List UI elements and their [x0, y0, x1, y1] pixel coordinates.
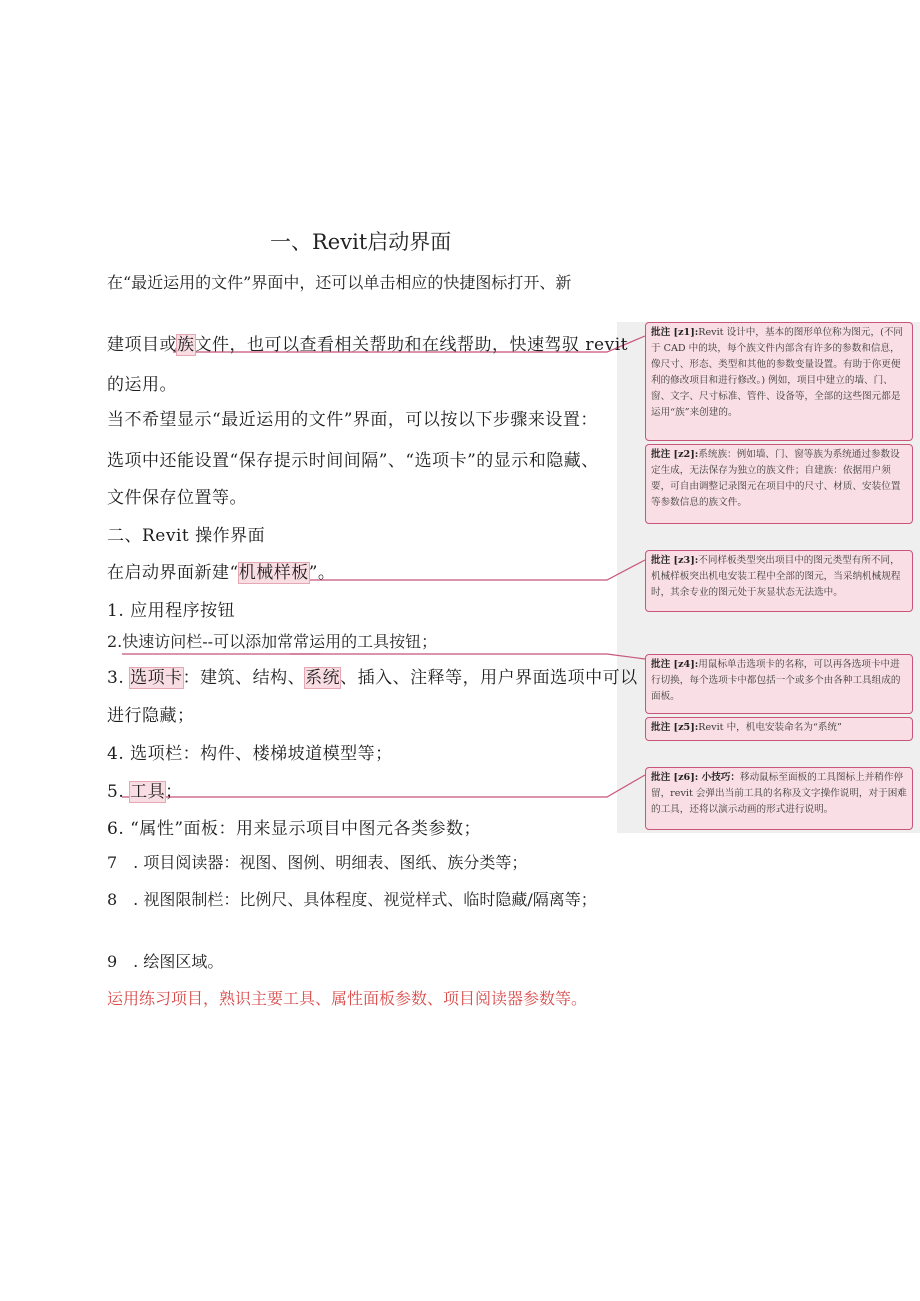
comment-z1: 批注 [z1]:Revit 设计中，基本的图形单位称为图元，(不同于 CAD 中的块，每个族文件内部含有许多的参数和信息，像尺寸、形态、类型和其他的参数变量设置。有助于你更便利的修改项目和进行修改。) 例如，项目中建立的墙、门、窗、文字、尺寸标准、管件、设备等，全部的这些图元都是运用“族”来创建的。 [645, 322, 913, 441]
text-line-usage: 的运用。 [107, 375, 177, 395]
list-item-options-bar: 4. 选项栏：构件、楼梯坡道模型等； [107, 744, 393, 764]
text-line-options: 选项中还能设置“保存提示时间间隔”、“选项卡”的显示和隐藏、 [107, 451, 599, 471]
highlight-system: 系统 [305, 668, 341, 688]
list-item-tabs: 3. 选项卡：建筑、结构、系统、插入、注释等，用户界面选项中可以 [107, 668, 638, 688]
list-item-app-button: 1. 应用程序按钮 [107, 601, 236, 621]
list-item-quick-access: 2.快速访问栏--可以添加常常运用的工具按钮； [107, 632, 438, 651]
text-line-new-template: 在启动界面新建“机械样板”。 [107, 563, 336, 583]
highlight-tabs: 选项卡 [130, 668, 183, 688]
comment-z3: 批注 [z3]:不同样板类型突出项目中的图元类型有所不同，机械样板突出机电安装工程中全部的图元，当采纳机械规程时，其余专业的图元处于灰显状态无法选中。 [645, 550, 913, 612]
text-line-save-location: 文件保存位置等。 [107, 488, 247, 508]
highlight-mechanical-template: 机械样板 [238, 563, 309, 583]
comment-z2: 批注 [z2]:系统族：例如墙、门、窗等族为系统通过参数设定生成，无法保存为独立的族文件；自建族：依据用户须要，可自由调整记录图元在项目中的尺寸、材质、安装位置等参数信息的族文件。 [645, 444, 913, 524]
comment-z4: 批注 [z4]:用鼠标单击选项卡的名称，可以再各选项卡中进行切换，每个选项卡中都包括一个或多个由各种工具组成的面板。 [645, 654, 913, 714]
list-item-view-control: 8 . 视图限制栏：比例尺、具体程度、视觉样式、临时隐藏/隔离等； [107, 890, 597, 909]
page-title: 一、Revit启动界面 [270, 230, 452, 254]
list-item-tools: 5. 工具； [107, 782, 183, 802]
text-line-family-file: 建项目或族文件，也可以查看相关帮助和在线帮助，快速驾驭 revit [107, 335, 628, 355]
comment-z6: 批注 [z6]: 小技巧：移动鼠标至面板的工具图标上并稍作停留，revit 会弹出当前工具的名称及文字操作说明，对于困难的工具，还将以演示动画的形式进行说明。 [645, 767, 913, 830]
comment-z5: 批注 [z5]:Revit 中，机电安装命名为“系统” [645, 717, 913, 741]
list-item-drawing-area: 9 . 绘图区域。 [107, 952, 224, 971]
text-line-hide: 进行隐藏； [107, 706, 195, 726]
intro-paragraph: 在“最近运用的文件”界面中，还可以单击相应的快捷图标打开、新 [107, 273, 572, 292]
list-item-project-browser: 7 . 项目阅读器：视图、图例、明细表、图纸、族分类等； [107, 853, 528, 872]
practice-note: 运用练习项目，熟识主要工具、属性面板参数、项目阅读器参数等。 [107, 989, 588, 1008]
list-item-properties: 6. “属性”面板：用来显示项目中图元各类参数； [107, 819, 482, 839]
highlight-family: 族 [177, 335, 195, 355]
section-heading-operation: 二、Revit 操作界面 [107, 526, 266, 546]
highlight-tools: 工具 [130, 782, 166, 802]
text-line-hide-recent: 当不希望显示“最近运用的文件”界面，可以按以下步骤来设置： [107, 410, 598, 430]
